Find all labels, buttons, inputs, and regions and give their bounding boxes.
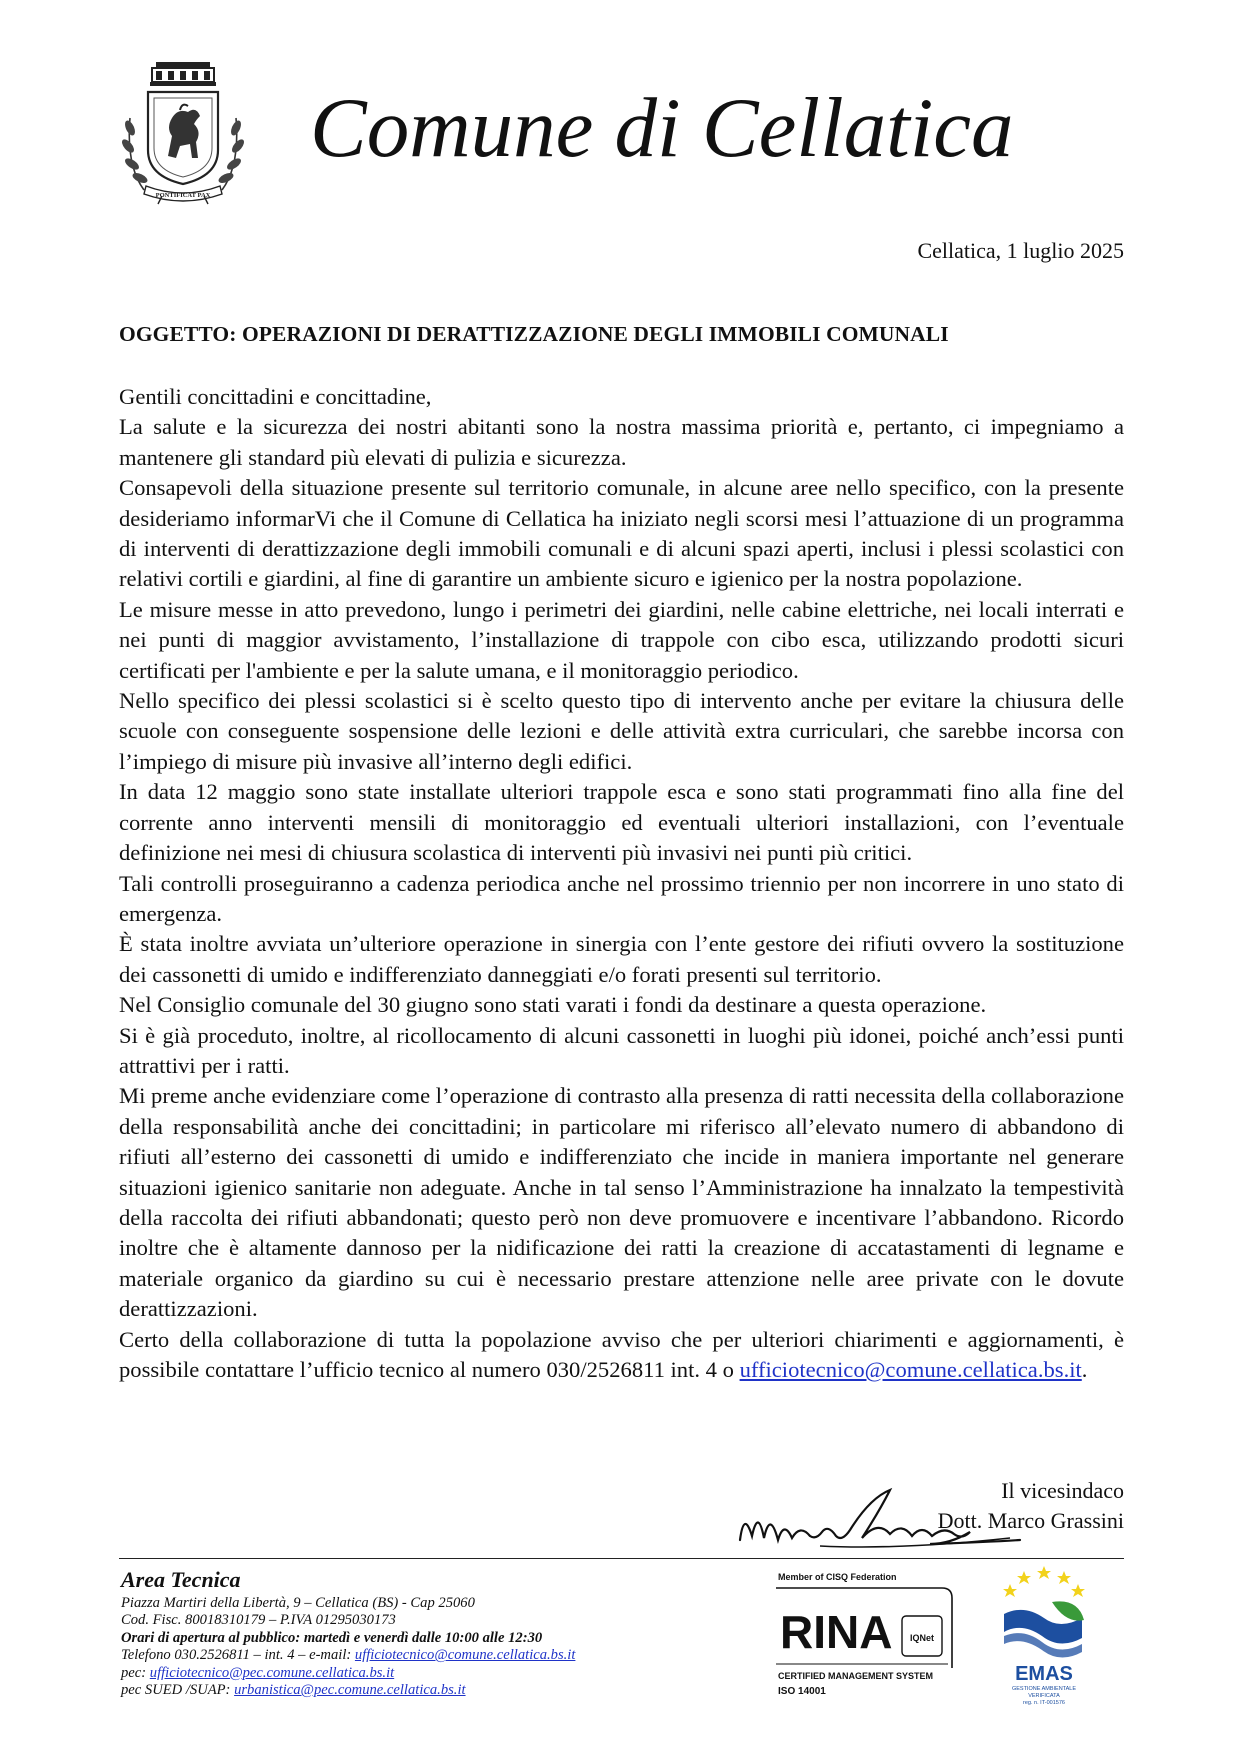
rina-certification-icon: [772, 1568, 960, 1708]
letter-paragraph: Nello specifico dei plessi scolastici si è scelto questo tipo di intervento anche per evitare la chiusura delle scuole con conseguente sospensione delle lezioni e delle attività extra curriculari, che sarebbe incorsa con l’impiego di misure più invasive all’interno degli edifici.: [119, 688, 1124, 774]
footer-fiscal: Cod. Fisc. 80018310179 – P.IVA 01295030173: [121, 1612, 396, 1629]
footer-pec-line: [121, 1665, 741, 1682]
letter-date: Cellatica, 1 luglio 2025: [917, 238, 1124, 263]
crest-motto: PONTIFICAT PAX: [155, 192, 211, 199]
rina-cert-line1: CERTIFIED MANAGEMENT SYSTEM: [778, 1671, 934, 1681]
signer-block: [938, 1476, 1124, 1536]
letter-paragraph: Consapevoli della situazione presente sul territorio comunale, in alcune aree nello specifico, con la presente desideriamo informarVi che il Comune di Cellatica ha iniziato negli scorsi mesi l’attuazione di un programma di interventi di derattizzazione degli immobili comunali e di alcuni spazi aperti, inclusi i plessi scolastici con relativi cortili e giardini, al fine di garantire un ambiente sicuro e igienico per la nostra popolazione.: [119, 475, 1124, 592]
letter-paragraph: È stata inoltre avviata un’ulteriore operazione in sinergia con l’ente gestore dei rifiuti ovvero la sostituzione dei cassonetti di umido e indifferenziato danneggiati e/o forati presenti sul territorio.: [119, 931, 1124, 987]
municipal-crest-icon: [118, 58, 248, 206]
rina-cert-line2: ISO 14001: [778, 1686, 826, 1697]
letter-paragraph: Mi preme anche evidenziare come l’operazione di contrasto alla presenza di ratti necessita della collaborazione della responsabilità anche dei concittadini; in particolare mi riferisco all’elevato numero di abbandono di rifiuti all’esterno dei cassonetti di umido e indifferenziato che incide in maniera importante nel generare situazioni igienico sanitarie non adeguate. Anche in tal senso l’Amministrazione ha innalzato la tempestività della raccolta dei rifiuti abbandonati; questo però non deve promuovere e incentivare l’abbandono. Ricordo inoltre che è altamente dannoso per la nidificazione dei ratti la creazione di accatastamenti di legname e materiale organico da giardino su cui è necessario prestare attenzione nelle aree private con le dovute derattizzazioni.: [119, 1083, 1124, 1322]
svg-text:IQNet: IQNet: [909, 1633, 935, 1643]
page-title: Comune di Cellatica: [310, 81, 1014, 175]
letter-paragraph: Le misure messe in atto prevedono, lungo i perimetri dei giardini, nelle cabine elettriche, nei locali interrati e nei punti di maggior avvistamento, l’installazione di trappole con cibo esca, utilizzando prodotti sicuri certificati per l'ambiente e per la salute umana, e il monitoraggio periodico.: [119, 596, 1124, 683]
footer-pec-link[interactable]: ufficiotecnico@pec.comune.cellatica.bs.it: [149, 1664, 395, 1681]
footer-sued-label: pec SUED /SUAP:: [121, 1682, 235, 1699]
letter-paragraph: Tali controlli proseguiranno a cadenza periodica anche nel prossimo triennio per non incorrere in uno stato di emergenza.: [119, 870, 1124, 926]
footer-hours: Orari di apertura al pubblico: martedì e venerdì dalle 10:00 alle 12:30: [121, 1629, 543, 1646]
letter-paragraph: La salute e la sicurezza dei nostri abitanti sono la nostra massima priorità e, pertanto, ci impegniamo a mantenere gli standard più elevati di pulizia e sicurezza.: [119, 414, 1124, 470]
rina-logo-text: RINA: [780, 1606, 893, 1658]
closing-end: .: [1081, 1357, 1088, 1382]
emas-sub1: GESTIONE AMBIENTALE: [1011, 1686, 1077, 1692]
emas-sub2: VERIFICATA: [1028, 1693, 1060, 1699]
emas-label: EMAS: [1015, 1663, 1073, 1685]
footer-pec-label: pec:: [121, 1664, 150, 1681]
letter-greeting: Gentili concittadini e concittadine,: [119, 384, 432, 409]
letter-paragraph: Nel Consiglio comunale del 30 giugno sono stati varati i fondi da destinare a questa operazione.: [119, 992, 987, 1018]
letter-paragraph: In data 12 maggio sono state installate ulteriori trappole esca e sono stati programmati fino alla fine del corrente anno interventi mensili di monitoraggio ed eventuali ulteriori installazioni, con l’eventuale definizione nei mesi di chiusura scolastica di interventi più invasivi nei punti più critici.: [119, 779, 1124, 866]
emas-reg: reg. n. IT-001576: [1023, 1700, 1065, 1706]
footer-divider: [119, 1558, 1124, 1559]
footer-contacts: [121, 1566, 741, 1699]
rina-member-text: Member of CISQ Federation: [778, 1572, 897, 1582]
letter-body: [119, 382, 1124, 1385]
footer-sued-link[interactable]: urbanistica@pec.comune.cellatica.bs.it: [234, 1682, 466, 1699]
footer-address: Piazza Martiri della Libertà, 9 – Cellatica (BS) - Cap 25060: [121, 1595, 475, 1611]
office-email-link[interactable]: ufficiotecnico@comune.cellatica.bs.it: [739, 1357, 1082, 1382]
footer-sued-line: [121, 1682, 741, 1699]
footer-phone-line: [121, 1647, 741, 1664]
signer-name: Dott. Marco Grassini: [937, 1508, 1124, 1533]
letter-paragraph: Si è già proceduto, inoltre, al ricollocamento di alcuni cassonetti in luoghi più idonei, poiché anch’essi punti attrattivi per i ratti.: [119, 1022, 1124, 1078]
signer-role: Il vicesindaco: [1001, 1478, 1124, 1503]
footer-email-link[interactable]: ufficiotecnico@comune.cellatica.bs.it: [354, 1647, 576, 1664]
footer-area-title: Area Tecnica: [121, 1567, 241, 1592]
footer-phone: Telefono 030.2526811 – int. 4 – e-mail:: [121, 1647, 355, 1664]
letter-subject: OGGETTO: OPERAZIONI DI DERATTIZZAZIONE DEGLI IMMOBILI COMUNALI: [119, 322, 949, 346]
letter-closing: [119, 1325, 1124, 1386]
emas-eu-logo-icon: [994, 1562, 1094, 1708]
closing-text: Certo della collaborazione di tutta la popolazione avviso che per ulteriori chiarimenti e aggiornamenti, è possibile contattare l’ufficio tecnico al numero 030/2526811 int. 4 o: [119, 1326, 1124, 1382]
